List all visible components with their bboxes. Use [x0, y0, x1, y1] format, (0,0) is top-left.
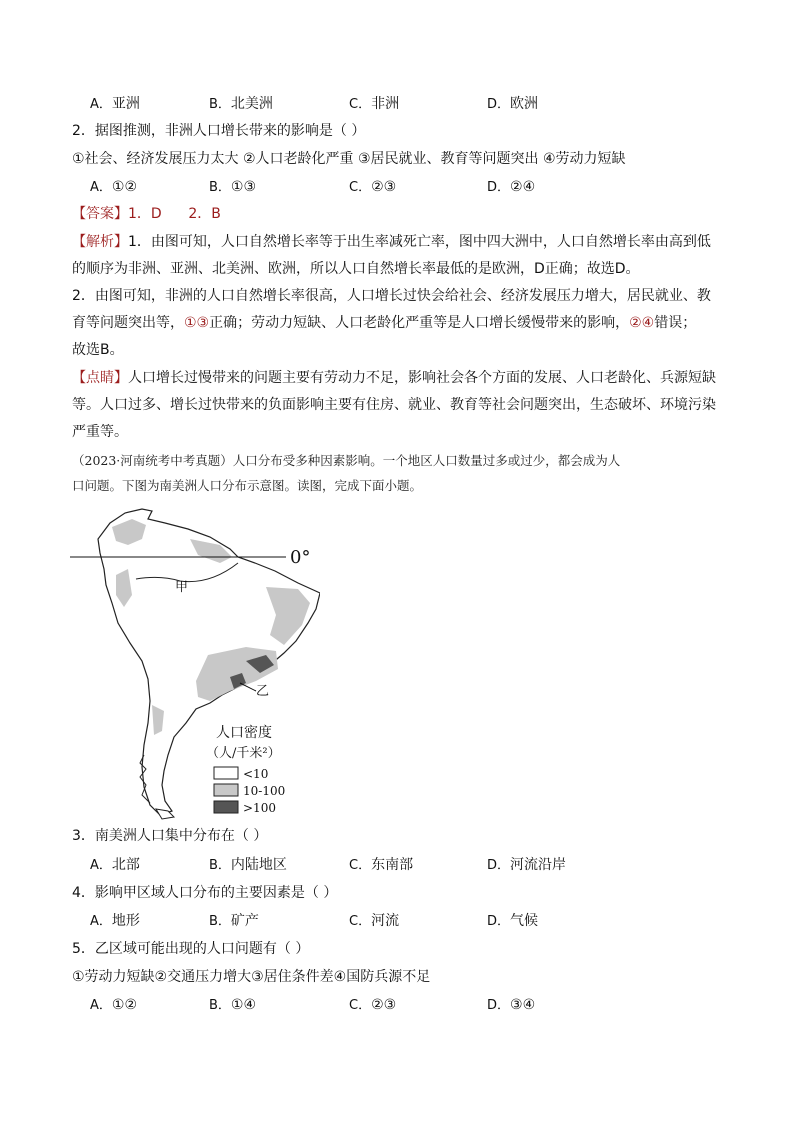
answer-tag: 【答案】 — [72, 206, 128, 222]
q2-option-a: A．①② — [90, 179, 138, 195]
legend — [206, 724, 285, 815]
q3-option-c: C．东南部 — [349, 857, 414, 873]
comment-line-1: 【点睛】人口增长过慢带来的问题主要有劳动力不足，影响社会各个方面的发展、人口老龄化、兵源短缺 — [72, 370, 716, 386]
legend-title: 人口密度 — [216, 725, 272, 741]
q2-statements: ①社会、经济发展压力太大 ②人口老龄化严重 ③居民就业、教育等问题突出 ④劳动力短缺 — [72, 151, 626, 167]
label-yi: 乙 — [256, 684, 270, 699]
q4-option-a: A．地形 — [90, 913, 140, 929]
q3-option-b: B．内陆地区 — [209, 857, 287, 873]
comment-line-2: 等。人口过多、增长过快带来的负面影响主要有住房、就业、教育等社会问题突出，生态破坏、环境污染 — [72, 397, 716, 413]
q2-option-d: D．②④ — [487, 179, 536, 195]
question-intro: （2023·河南统考中考真题）人口分布受多种因素影响。一个地区人口数量过多或过少，都会成为人 口问题。下图为南美洲人口分布示意图。读图，完成下面小题。 — [72, 453, 621, 493]
q3-option-a: A．北部 — [90, 857, 140, 873]
q4-option-b: B．矿产 — [209, 913, 259, 929]
legend-label-high: >100 — [243, 801, 276, 815]
q1-option-d: D．欧洲 — [487, 96, 539, 112]
legend-label-low: <10 — [243, 767, 269, 781]
legend-swatch-medium — [214, 784, 238, 796]
label-jia: 甲 — [175, 580, 189, 595]
q2-option-b: B．①③ — [209, 179, 257, 195]
q5-option-c: C．②③ — [349, 997, 397, 1013]
analysis-line-4: 育等问题突出等，①③正确；劳动力短缺、人口老龄化严重等是人口增长缓慢带来的影响，②④错误； — [72, 315, 697, 331]
comment-tag: 【点睛】 — [72, 370, 128, 386]
q5-statements: ①劳动力短缺②交通压力增大③居住条件差④国防兵源不足 — [72, 969, 431, 985]
q4-stem: 4．影响甲区域人口分布的主要因素是（ ） — [72, 885, 338, 901]
q2-stem: 2．据图推测，非洲人口增长带来的影响是（ ） — [72, 123, 366, 139]
q3-stem: 3．南美洲人口集中分布在（ ） — [72, 828, 268, 844]
analysis-tag: 【解析】 — [72, 234, 128, 250]
q1-option-b: B．北美洲 — [209, 96, 273, 112]
q2-option-c: C．②③ — [349, 179, 397, 195]
legend-label-medium: 10-100 — [243, 784, 286, 798]
equator-label: 0° — [290, 547, 311, 568]
comment-line-3: 严重等。 — [72, 424, 128, 440]
q5-option-b: B．①④ — [209, 997, 257, 1013]
q3-option-d: D．河流沿岸 — [487, 857, 567, 873]
analysis-line-1: 【解析】1．由图可知，人口自然增长率等于出生率减死亡率，图中四大洲中，人口自然增长率由高到低 — [72, 234, 711, 250]
analysis-line-2: 的顺序为非洲、亚洲、北美洲、欧洲，所以人口自然增长率最低的是欧洲，D正确；故选D。 — [72, 261, 640, 277]
legend-swatch-high — [214, 801, 238, 813]
legend-swatch-low — [214, 767, 238, 779]
legend-unit: （人/千米²） — [206, 746, 281, 761]
q1-option-c: C．非洲 — [349, 96, 400, 112]
q5-stem: 5．乙区域可能出现的人口问题有（ ） — [72, 941, 310, 957]
q4-option-d: D．气候 — [487, 913, 539, 929]
q5-option-d: D．③④ — [487, 997, 536, 1013]
analysis-line-5: 故选B。 — [72, 342, 124, 358]
q1-option-a: A．亚洲 — [90, 96, 140, 112]
answer-line — [72, 203, 221, 225]
analysis-line-3: 2．由图可知，非洲的人口自然增长率很高，人口增长过快会给社会、经济发展压力增大，居民就业、教 — [72, 288, 711, 304]
answer-text: 1．D 2．B — [128, 206, 221, 222]
q5-option-a: A．①② — [90, 997, 138, 1013]
south-america-population-map — [70, 505, 320, 820]
q4-option-c: C．河流 — [349, 913, 400, 929]
